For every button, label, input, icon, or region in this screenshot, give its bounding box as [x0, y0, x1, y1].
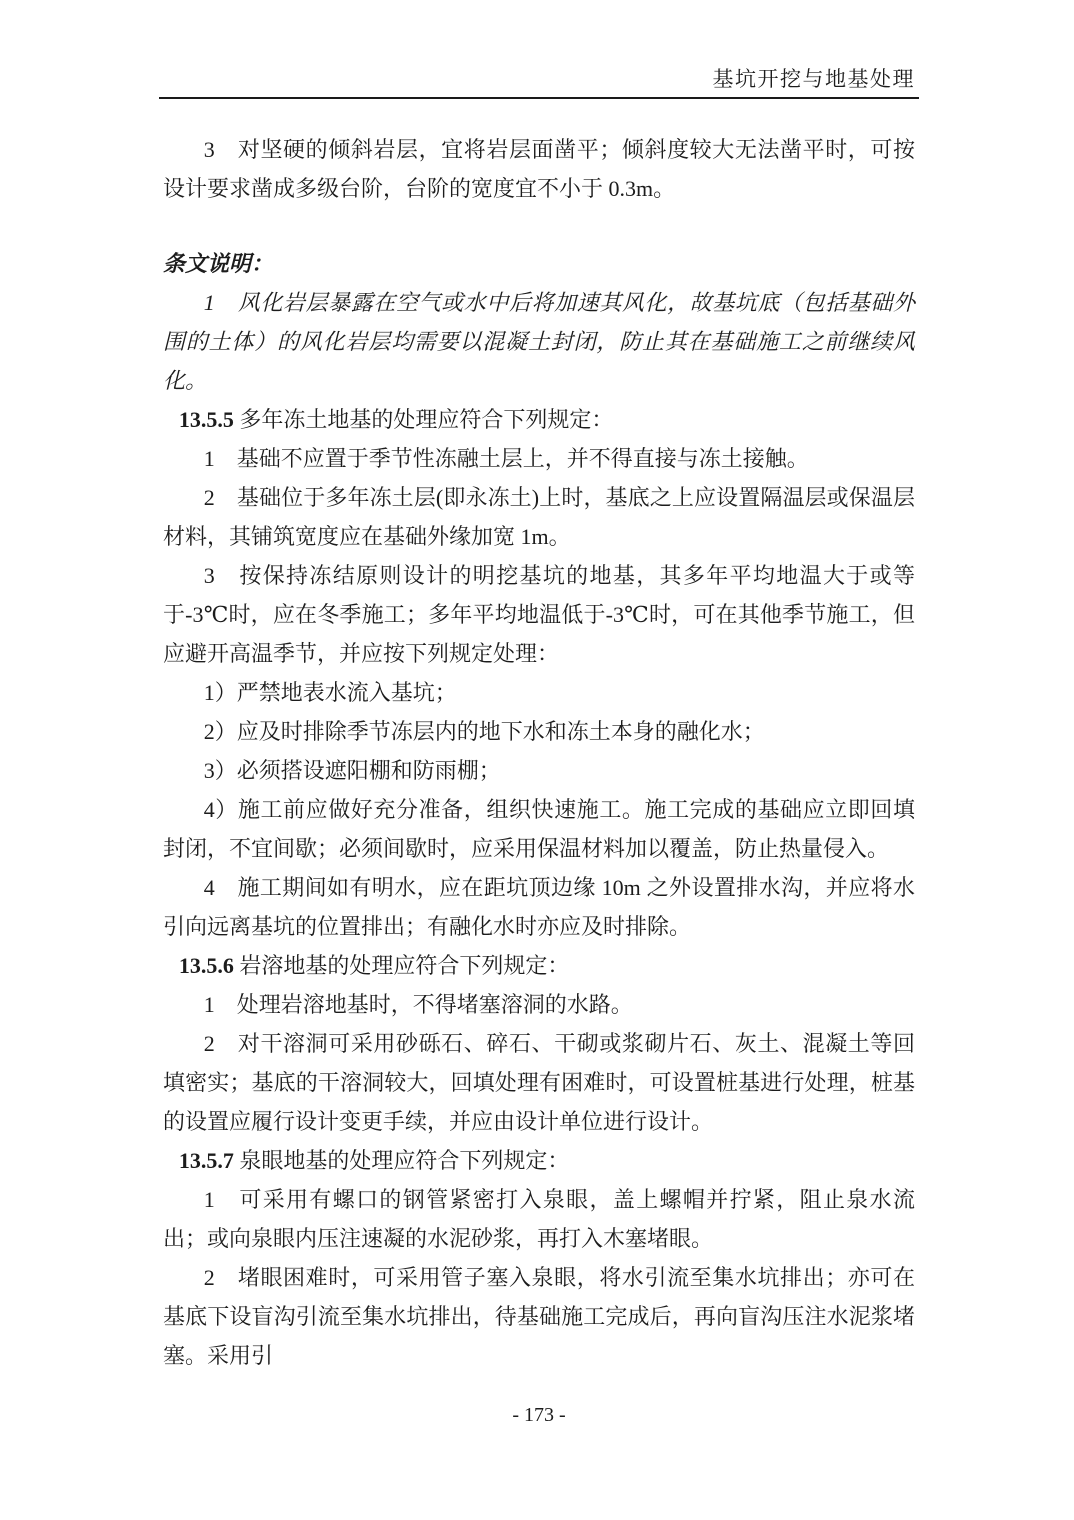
- section-title: 泉眼地基的处理应符合下列规定：: [239, 1148, 570, 1173]
- sub-item: 1）严禁地表水流入基坑；: [203, 680, 457, 705]
- page-body: [163, 130, 915, 1375]
- section-number: 13.5.5: [178, 407, 234, 432]
- clause-item: 2 基础位于多年冻土层(即永冻土)上时，基底之上应设置隔温层或保温层材料，其铺筑宽度应在基础外缘加宽 1m。: [163, 485, 915, 549]
- clause-item: 4 施工期间如有明水，应在距坑顶边缘 10m 之外设置排水沟，并应将水引向远离基坑的位置排出；有融化水时亦应及时排除。: [163, 875, 915, 939]
- page-footer: [163, 1402, 915, 1428]
- sub-item: 4）施工前应做好充分准备，组织快速施工。施工完成的基础应立即回填封闭，不宜间歇；必须间歇时，应采用保温材料加以覆盖，防止热量侵入。: [163, 797, 915, 861]
- section-number: 13.5.7: [178, 1148, 234, 1173]
- clause-item: 1 处理岩溶地基时，不得堵塞溶洞的水路。: [203, 992, 633, 1017]
- section-title: 岩溶地基的处理应符合下列规定：: [239, 953, 570, 978]
- clause-paragraph-rock-step: 3 对坚硬的倾斜岩层，宜将岩层面凿平；倾斜度较大无法凿平时，可按设计要求凿成多级台阶，台阶的宽度宜不小于 0.3m。: [163, 137, 915, 201]
- commentary-block: [163, 244, 915, 400]
- clause-item: 1 基础不应置于季节性冻融土层上，并不得直接与冻土接触。: [203, 446, 809, 471]
- section-heading-13-5-6: [163, 946, 915, 985]
- clause-item: 1 可采用有螺口的钢管紧密打入泉眼，盖上螺帽并拧紧，阻止泉水流出；或向泉眼内压注速凝的水泥砂浆，再打入木塞堵眼。: [163, 1187, 915, 1251]
- commentary-paragraph: 1 风化岩层暴露在空气或水中后将加速其风化，故基坑底（包括基础外围的土体）的风化岩层均需要以混凝土封闭，防止其在基础施工之前继续风化。: [163, 290, 915, 393]
- clause-item: 2 对干溶洞可采用砂砾石、碎石、干砌或浆砌片石、灰土、混凝土等回填密实；基底的干溶洞较大，回填处理有困难时，可设置桩基进行处理，桩基的设置应履行设计变更手续，并应由设计单位进行设计。: [163, 1031, 915, 1134]
- section-heading-13-5-7: [163, 1141, 915, 1180]
- section-number: 13.5.6: [178, 953, 234, 978]
- section-heading-13-5-5: [163, 400, 915, 439]
- clause-item: 2 堵眼困难时，可采用管子塞入泉眼，将水引流至集水坑排出；亦可在基底下设盲沟引流至集水坑排出，待基础施工完成后，再向盲沟压注水泥浆堵塞。采用引: [163, 1265, 915, 1368]
- page-number: - 173 -: [512, 1404, 566, 1426]
- running-head-title: 基坑开挖与地基处理: [712, 67, 915, 91]
- document-page: [163, 0, 915, 1375]
- commentary-label: 条文说明：: [163, 251, 274, 276]
- sub-item: 2）应及时排除季节冻层内的地下水和冻土本身的融化水；: [203, 719, 765, 744]
- clause-item: 3 按保持冻结原则设计的明挖基坑的地基，其多年平均地温大于或等于-3℃时，应在冬季施工；多年平均地温低于-3℃时，可在其他季节施工，但应避开高温季节，并应按下列规定处理：: [163, 563, 915, 666]
- section-title: 多年冻土地基的处理应符合下列规定：: [239, 407, 614, 432]
- header-rule: [159, 97, 919, 99]
- sub-item: 3）必须搭设遮阳棚和防雨棚；: [203, 758, 501, 783]
- page-header: [163, 0, 915, 99]
